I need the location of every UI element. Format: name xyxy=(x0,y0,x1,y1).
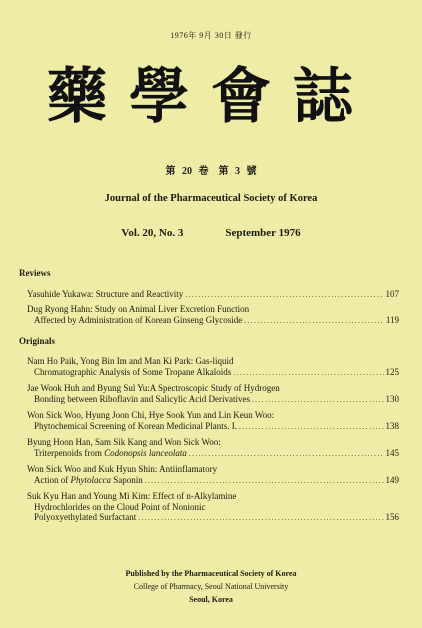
journal-title-cjk: 藥學會誌 xyxy=(47,62,375,132)
toc-title-line: Affected by Administration of Korean Ginseng Glycoside xyxy=(34,314,243,325)
leader-dots xyxy=(145,476,384,487)
publisher-city: Seoul, Korea xyxy=(189,595,233,604)
toc-title-line: Triterpenoids from Codonopsis lanceolata xyxy=(34,447,187,458)
toc-entry-review-1[interactable] xyxy=(27,289,399,301)
toc-title-line: Action of Phytolacca Saponin xyxy=(34,474,143,485)
toc-page-number: 130 xyxy=(385,393,399,404)
leader-dots xyxy=(239,422,384,433)
toc-page-number: 125 xyxy=(385,366,399,377)
publisher-block xyxy=(0,567,422,606)
toc-title-line: Hydrochlorides on the Cloud Point of Nonionic xyxy=(34,501,206,512)
leader-dots xyxy=(244,316,384,327)
toc-title-line: Chromatographic Analysis of Some Tropane Alkaloids xyxy=(34,366,232,377)
toc-title-line: Suk Kyu Han and Young Mi Kim: Effect of n-Alkylamine xyxy=(27,491,237,501)
toc-page-number: 156 xyxy=(385,512,399,522)
publication-date-cjk: 1976年 9月 30日 發行 xyxy=(170,31,252,40)
leader-dots xyxy=(233,368,383,379)
issue-date: September 1976 xyxy=(225,227,301,239)
volume-number: Vol. 20, No. 3 xyxy=(121,227,184,239)
toc-page-number: 119 xyxy=(385,314,399,325)
toc-title-line: Phytochemical Screening of Korean Medicinal Plants. I. xyxy=(34,420,237,431)
toc-entry-original-1[interactable] xyxy=(27,356,399,378)
toc-entry-original-3[interactable] xyxy=(27,410,399,432)
toc-title-line: Polyoxyethylated Surfactant xyxy=(34,512,137,522)
leader-dots xyxy=(138,513,383,524)
toc-page-number: 145 xyxy=(385,447,399,458)
toc-entry-original-4[interactable] xyxy=(27,437,399,459)
toc-title-line: Jae Wook Huh and Byung Sul Yu:A Spectroscopic Study of Hydrogen xyxy=(27,383,280,393)
leader-dots xyxy=(252,395,384,406)
toc-title-line: Dug Ryong Hahn: Study on Animal Liver Excretion Function xyxy=(27,304,250,314)
volume-issue-cjk: 第 20 卷 第 3 號 xyxy=(165,166,257,177)
toc-title-line: Won Sick Woo, Hyung Joon Chi, Hye Sook Yun and Lin Keun Woo: xyxy=(27,410,275,420)
genus-name-italic: Phytolacca xyxy=(70,474,111,485)
journal-name-english: Journal of the Pharmaceutical Society of Korea xyxy=(104,193,318,204)
toc-entry-original-2[interactable] xyxy=(27,383,399,405)
section-heading-reviews: Reviews xyxy=(19,268,51,278)
toc-entry-original-6[interactable] xyxy=(27,491,399,524)
publisher-address: College of Pharmacy, Seoul National University xyxy=(133,582,289,591)
toc-page-number: 138 xyxy=(385,420,399,431)
publisher-name: Published by the Pharmaceutical Society of Korea xyxy=(125,569,297,578)
section-heading-originals: Originals xyxy=(19,336,56,346)
toc-title-line: Byung Hoon Han, Sam Sik Kang and Won Sick Woo: xyxy=(27,437,221,447)
toc-page-number: 149 xyxy=(385,474,399,485)
toc-title-line: Nam Ho Paik, Yong Bin Im and Man Ki Park: Gas-liquid xyxy=(27,356,234,366)
species-name-italic: Codonopsis lanceolata xyxy=(104,447,187,458)
toc-title-line: Bonding between Riboflavin and Salicylic Acid Derivatives xyxy=(34,393,250,404)
toc-entry-original-5[interactable] xyxy=(27,464,399,486)
leader-dots xyxy=(185,290,383,301)
toc-title-line: Won Sick Woo and Kuk Hyun Shin: Antiinflamatory xyxy=(27,464,218,474)
toc-title-line: Yasuhide Yukawa: Structure and Reactivity xyxy=(27,289,184,299)
toc-entry-review-2[interactable] xyxy=(27,304,399,326)
volume-issue-line xyxy=(0,227,422,239)
toc-page-number: 107 xyxy=(385,289,399,299)
leader-dots xyxy=(189,449,384,460)
